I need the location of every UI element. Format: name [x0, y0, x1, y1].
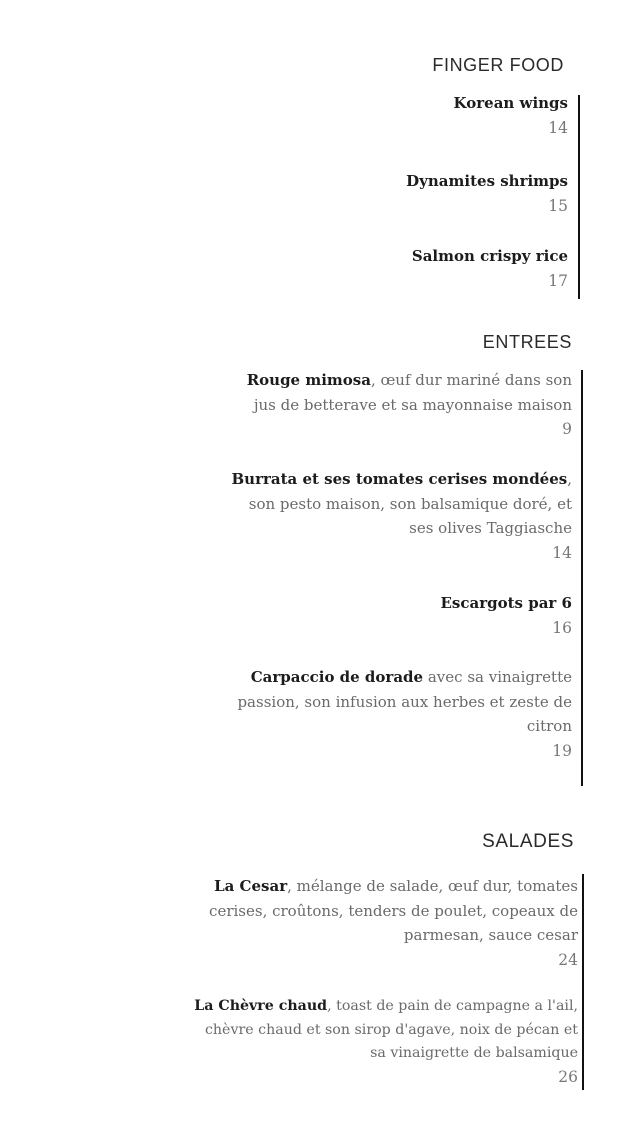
menu-item-korean-wings	[454, 91, 568, 140]
item-description-line: parmesan, sauce cesar	[403, 926, 578, 944]
item-description-line: passion, son infusion aux herbes et zeste de	[237, 692, 572, 711]
item-description-line: citron	[526, 717, 572, 735]
item-description-line: jus de betterave et sa mayonnaise maison	[253, 395, 572, 414]
item-name: Salmon crispy rice	[411, 247, 568, 265]
section-rule-entrees	[581, 370, 583, 786]
section-rule-finger-food	[578, 95, 580, 299]
item-price: 16	[552, 618, 572, 637]
item-description-line: ses olives Taggiasche	[409, 519, 572, 537]
item-name: La Chèvre chaud	[194, 998, 328, 1014]
menu-item-dynamites-shrimps	[406, 169, 568, 218]
section-rule-salades	[582, 874, 584, 1090]
item-description: , toast de pain de campagne a l'ail,	[327, 998, 578, 1014]
item-name: Korean wings	[453, 94, 568, 112]
item-name: Carpaccio de dorade	[250, 668, 424, 686]
item-description: , mélange de salade, œuf dur, tomates	[287, 877, 578, 895]
item-description-line: sa vinaigrette de balsamique	[370, 1045, 578, 1061]
item-description-line: cerises, croûtons, tenders de poulet, copeaux de	[209, 901, 578, 920]
menu-item-burrata	[231, 467, 572, 565]
item-name: La Cesar	[214, 877, 288, 895]
item-price: 14	[552, 543, 572, 562]
section-title-entrees: ENTREES	[482, 332, 572, 352]
section-title-finger-food: FINGER FOOD	[432, 55, 564, 75]
item-price: 17	[548, 271, 568, 290]
item-name: Escargots par 6	[440, 594, 572, 612]
item-price: 14	[548, 118, 568, 137]
menu-item-la-cesar	[209, 874, 578, 972]
item-description: ,	[567, 470, 572, 488]
item-description: avec sa vinaigrette	[423, 668, 572, 686]
item-price: 19	[552, 741, 572, 760]
menu-item-rouge-mimosa	[247, 368, 572, 442]
item-price: 24	[558, 950, 578, 969]
menu-item-salmon-crispy-rice	[412, 244, 568, 293]
item-name: Burrata et ses tomates cerises mondées	[231, 470, 568, 488]
item-description-line: son pesto maison, son balsamique doré, et	[248, 494, 572, 513]
item-price: 26	[558, 1067, 578, 1086]
menu-item-carpaccio-de-dorade	[237, 665, 572, 763]
item-name: Rouge mimosa	[246, 371, 371, 389]
item-price: 15	[548, 196, 568, 215]
section-title-salades: SALADES	[482, 831, 574, 852]
menu-item-la-chevre-chaud	[194, 995, 578, 1089]
item-name: Dynamites shrimps	[406, 172, 568, 190]
menu-item-escargots	[441, 591, 573, 640]
item-description-line: chèvre chaud et son sirop d'agave, noix de pécan et	[204, 1021, 578, 1038]
item-price: 9	[562, 420, 572, 438]
item-description: , œuf dur mariné dans son	[370, 371, 572, 389]
